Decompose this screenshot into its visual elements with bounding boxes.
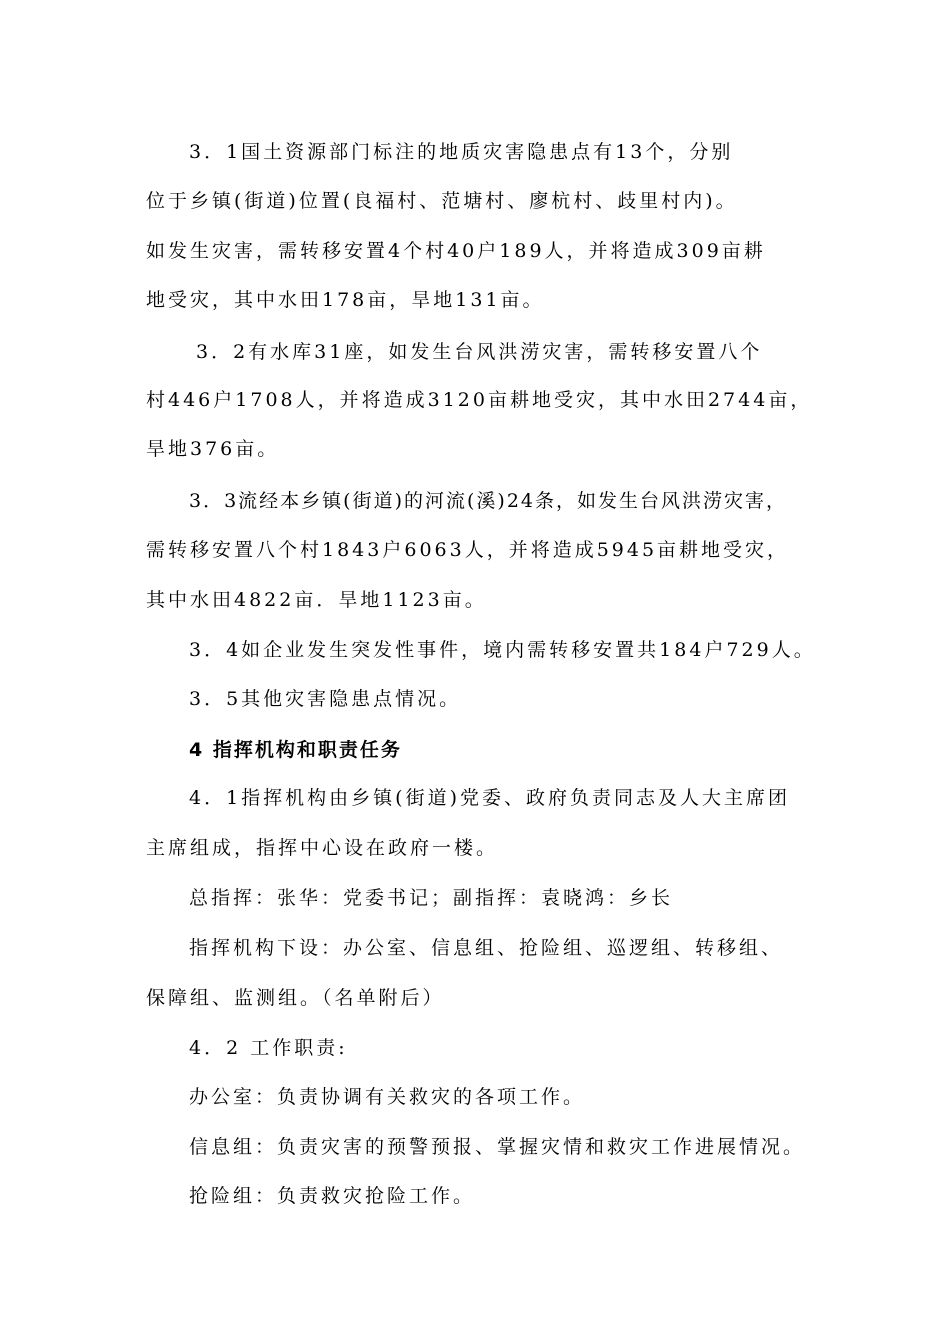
duty-office: 办公室：负责协调有关救灾的各项工作。 xyxy=(189,1086,586,1108)
para-4-2-heading: 4．2 工作职责: xyxy=(189,1037,348,1059)
para-4-1-line-2: 主席组成，指挥中心设在政府一楼。 xyxy=(146,837,499,859)
duty-rescue-group: 抢险组：负责救灾抢险工作。 xyxy=(189,1185,476,1207)
para-3-1-line-4: 地受灾，其中水田178亩，旱地131亩。 xyxy=(146,289,545,311)
para-3-1-line-3: 如发生灾害，需转移安置4个村40户189人，并将造成309亩耕 xyxy=(146,240,766,262)
para-4-1-line-1: 4．1指挥机构由乡镇(街道)党委、政府负责同志及人大主席团 xyxy=(189,787,791,809)
para-3-5: 3．5其他灾害隐患点情况。 xyxy=(189,688,462,710)
section-4-heading: 4 指挥机构和职责任务 xyxy=(189,739,402,761)
para-3-1-line-1: 3．1国土资源部门标注的地质灾害隐患点有13个，分别 xyxy=(189,141,734,163)
para-3-1-line-2: 位于乡镇(街道)位置(良福村、范塘村、廖杭村、歧里村内)。 xyxy=(146,190,738,212)
para-3-4: 3．4如企业发生突发性事件，境内需转移安置共184户729人。 xyxy=(189,639,816,661)
para-3-2-line-1: 3．2有水库31座，如发生台风洪涝灾害，需转移安置八个 xyxy=(196,341,763,363)
commander-line: 总指挥：张华：党委书记；副指挥：袁晓鸿：乡长 xyxy=(189,887,674,909)
subgroups-line-2: 保障组、监测组。（名单附后） xyxy=(146,987,445,1009)
duty-info-group: 信息组：负责灾害的预警预报、掌握灾情和救灾工作进展情况。 xyxy=(189,1136,806,1158)
para-3-2-line-2: 村446户1708人，并将造成3120亩耕地受灾，其中水田2744亩， xyxy=(146,389,813,411)
para-3-3-line-2: 需转移安置八个村1843户6063人，并将造成5945亩耕地受灾， xyxy=(146,539,790,561)
para-3-3-line-3: 其中水田4822亩．旱地1123亩。 xyxy=(146,589,487,611)
para-3-3-line-1: 3．3流经本乡镇(街道)的河流(溪)24条，如发生台风洪涝灾害， xyxy=(189,490,788,512)
para-3-2-line-3: 旱地376亩。 xyxy=(146,438,280,460)
subgroups-line-1: 指挥机构下设：办公室、信息组、抢险组、巡逻组、转移组、 xyxy=(189,937,784,959)
